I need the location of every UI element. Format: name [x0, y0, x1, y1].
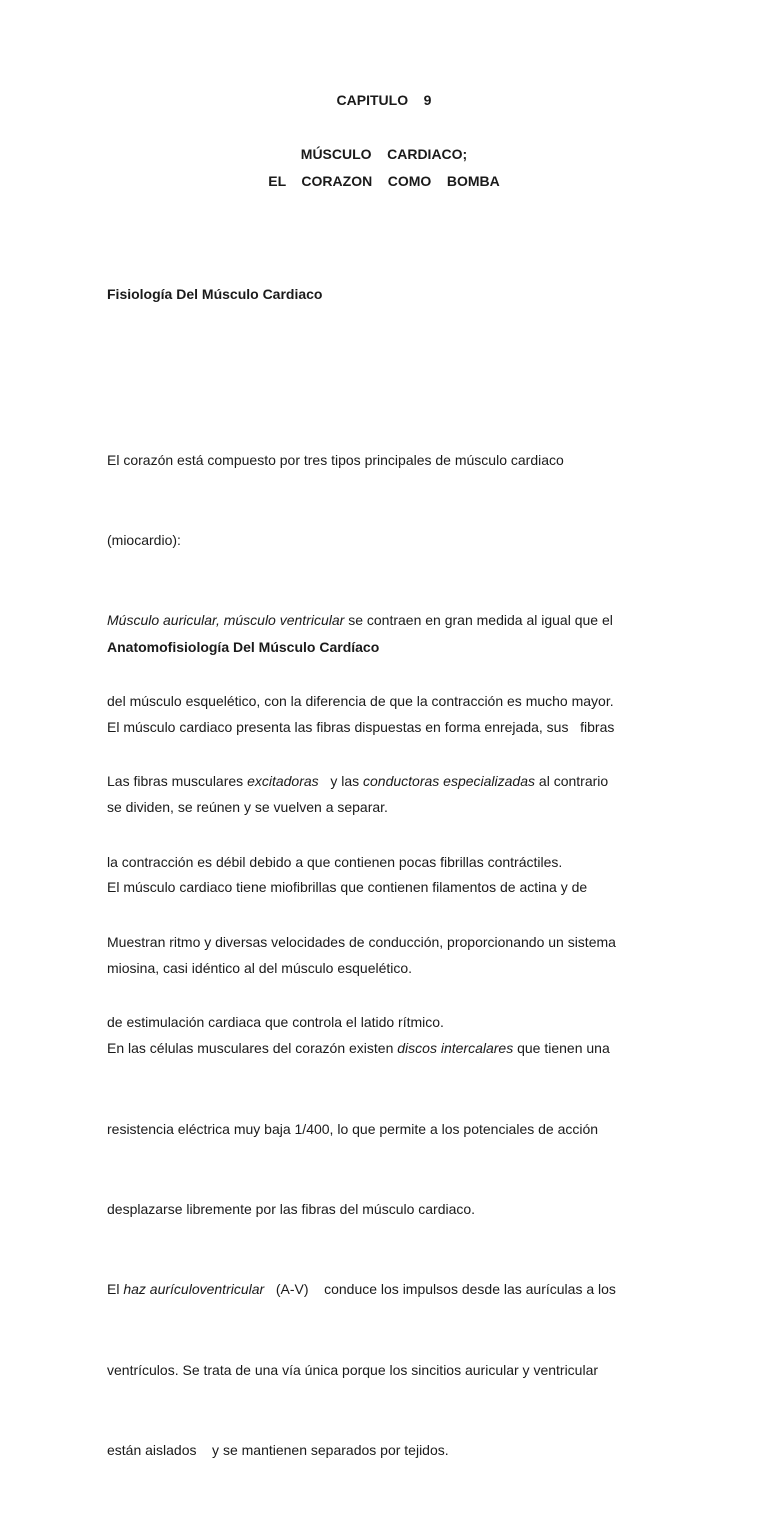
text-span: El — [107, 1281, 124, 1298]
text-line: del músculo esquelético, con la diferencia de que la contracción es mucho mayor. — [107, 692, 614, 709]
text-span: se contraen en gran medida al igual que el — [344, 612, 613, 629]
text-span: (A-V) conduce los impulsos desde las aurículas a los — [264, 1281, 616, 1298]
text-line: El corazón está compuesto por tres tipos principales de músculo cardiaco — [107, 451, 564, 468]
chapter-heading: CAPITULO 9 — [336, 92, 432, 108]
chapter-title-line-2: EL CORAZON COMO BOMBA — [268, 173, 500, 189]
text-line: (miocardio): — [107, 531, 181, 548]
text-line: Muestran ritmo y diversas velocidades de conducción, proporcionando un sistema — [107, 933, 616, 950]
text-line — [107, 1276, 667, 1303]
section-heading-anatomofisiologia: Anatomofisiología Del Músculo Cardíaco — [107, 639, 380, 655]
text-span: al contrario — [535, 773, 609, 790]
text-line: de estimulación cardiaca que controla el latido rítmico. — [107, 1014, 444, 1031]
italic-term: haz aurículoventricular — [123, 1281, 265, 1298]
text-line: ventrículos. Se trata de una vía única porque los sincitios auricular y ventricular — [107, 1361, 599, 1378]
text-line: están aislados y se mantienen separados por tejidos. — [107, 1442, 449, 1459]
text-line: desplazarse libremente por las fibras del músculo cardiaco. — [107, 1200, 476, 1217]
paragraph-anatomofisiologia — [107, 660, 667, 1518]
text-span: y las — [318, 773, 364, 790]
text-span: que tienen una — [513, 1040, 610, 1057]
text-line: El músculo cardiaco tiene miofibrillas que contienen filamentos de actina y de — [107, 879, 588, 896]
text-line: se dividen, se reúnen y se vuelven a separar. — [107, 798, 388, 815]
chapter-title-line-1: MÚSCULO CARDIACO; — [300, 146, 468, 162]
text-line: miosina, casi idéntico al del músculo esquelético. — [107, 959, 413, 976]
text-span: En las células musculares del corazón existen — [107, 1040, 398, 1057]
text-line — [107, 1035, 667, 1062]
italic-term: discos intercalares — [397, 1040, 514, 1057]
text-line: El músculo cardiaco presenta las fibras dispuestas en forma enrejada, sus fibras — [107, 718, 615, 735]
italic-term: excitadoras — [247, 773, 319, 790]
italic-term: conductoras especializadas — [363, 773, 536, 790]
text-line — [107, 607, 667, 634]
italic-term: Músculo auricular, músculo ventricular — [107, 612, 345, 629]
text-line: la contracción es débil debido a que contienen pocas fibrillas contráctiles. — [107, 853, 563, 870]
text-span: Las fibras musculares — [107, 773, 248, 790]
text-line: resistencia eléctrica muy baja 1/400, lo que permite a los potenciales de acción — [107, 1120, 599, 1137]
section-heading-fisiologia: Fisiología Del Músculo Cardiaco — [107, 286, 323, 302]
